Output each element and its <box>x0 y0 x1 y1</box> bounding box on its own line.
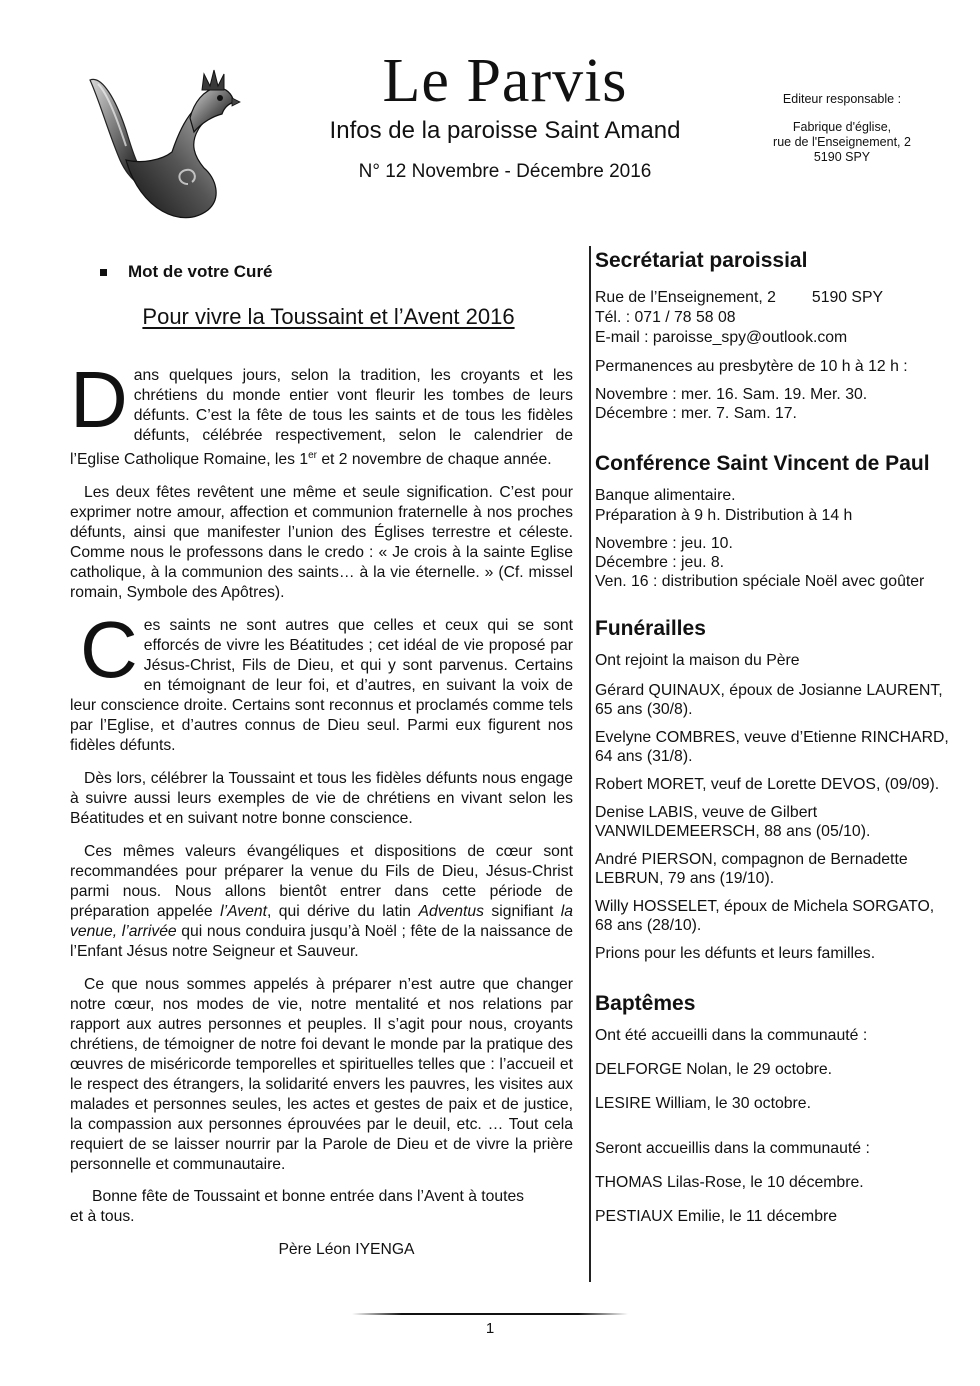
italic-text: Adventus <box>418 903 484 921</box>
article-paragraph: Les deux fêtes revêtent une même et seule signification. C’est pour exprimer notre amour, affection et communion fraternelle à nos proches défunts, ainsi que manifester l’union des Églises terrestre et céleste. Comme nous le professons dans le credo : « Je crois à la sainte Eglise catholique, à la communion des saints… à la vie éternelle. » (Cf. missel romain, Symbole des Apôtres). <box>70 484 573 602</box>
section-intro: Seront accueillis dans la communauté : <box>595 1140 870 1157</box>
info-line: Banque alimentaire. <box>595 487 736 504</box>
editor-info <box>752 92 932 165</box>
list-item: Robert MORET, veuf de Lorette DEVOS, (09/09). <box>595 776 940 793</box>
section-intro: Ont été accueilli dans la communauté : <box>595 1027 868 1044</box>
closing-line: Bonne fête de Toussaint et bonne entrée dans l’Avent à toutes <box>92 1188 525 1206</box>
paragraph-text: signifiant <box>483 903 561 921</box>
signature: Père Léon IYENGA <box>278 1241 415 1259</box>
schedule-november: Novembre : jeu. 10. <box>595 535 733 552</box>
drop-cap: D <box>70 355 128 444</box>
footer-rule <box>352 1313 628 1315</box>
column-divider <box>589 246 591 1282</box>
superscript: er <box>308 450 317 461</box>
rooster-logo <box>82 60 242 230</box>
section-intro: Ont rejoint la maison du Père <box>595 652 800 669</box>
article-paragraph: Dès lors, célébrer la Toussaint et tous les fidèles défunts nous engage à suivre aussi leurs exemples de vie de chrétiens en vivant selon les Béatitudes et en suivant notre bonne conscience. <box>70 770 573 828</box>
newsletter-title: Le Parvis <box>382 47 628 115</box>
info-column <box>595 248 950 1226</box>
opening-hours: Permanences au presbytère de 10 h à 12 h : <box>595 358 908 375</box>
section-heading: Baptêmes <box>595 992 696 1015</box>
paragraph-text: et 2 novembre de chaque année. <box>316 451 552 469</box>
rooster-icon <box>82 60 242 230</box>
list-item: Evelyne COMBRES, veuve d’Etienne RINCHARD, 64 ans (31/8). <box>595 729 949 765</box>
italic-text: l’Avent <box>220 903 267 921</box>
editor-label: Editeur responsable : <box>782 92 902 106</box>
secretariat-section <box>595 248 950 423</box>
issue-number: N° 12 Novembre - Décembre 2016 <box>358 161 652 182</box>
section-label <box>100 262 573 282</box>
editor-line: rue de l'Enseignement, 2 <box>773 135 911 149</box>
schedule-december: Décembre : mer. 7. Sam. 17. <box>595 405 797 422</box>
special-distribution: Ven. 16 : distribution spéciale Noël avec goûter <box>595 573 925 590</box>
article-paragraph <box>70 842 573 962</box>
funerailles-section <box>595 616 950 963</box>
conference-section <box>595 451 950 591</box>
page-number: 1 <box>485 1320 495 1337</box>
paragraph-text: , qui dérive du latin <box>266 903 419 921</box>
newsletter-subtitle: Infos de la paroisse Saint Amand <box>329 117 681 144</box>
schedule-december: Décembre : jeu. 8. <box>595 554 725 571</box>
schedule-november: Novembre : mer. 16. Sam. 19. Mer. 30. <box>595 386 868 403</box>
editor-line: 5190 SPY <box>813 150 871 164</box>
paragraph-text: qui nous conduira jusqu’à Noël ; fête de la naissance de l’Enfant Jésus notre Seigneur et Sauveur. <box>70 923 573 961</box>
list-item: Willy HOSSELET, époux de Michela SORGATO, 68 ans (28/10). <box>595 898 935 934</box>
list-item: Denise LABIS, veuve de Gilbert VANWILDEMEERSCH, 88 ans (05/10). <box>595 804 871 840</box>
address-street: Rue de l’Enseignement, 2 <box>595 289 776 306</box>
baptemes-section <box>595 991 950 1226</box>
phone-number: Tél. : 071 / 78 58 08 <box>595 309 736 326</box>
section-closing: Prions pour les défunts et leurs familles. <box>595 945 876 962</box>
section-label-text: Mot de votre Curé <box>128 262 273 281</box>
editor-line: Fabrique d'église, <box>792 120 892 134</box>
list-item: THOMAS Lilas-Rose, le 10 décembre. <box>595 1174 864 1191</box>
article-paragraph <box>70 605 573 756</box>
address-line <box>595 288 950 307</box>
article-paragraph <box>70 355 573 470</box>
info-line: Préparation à 9 h. Distribution à 14 h <box>595 507 853 524</box>
paragraph-text: es saints ne sont autres que celles et ceux qui se sont efforcés de vivre les Béatitudes ; cet idéal de vie proposé par Jésus-Christ, Fils de Dieu, et qui y sont parvenus. Certains en témoignant de leur foi, et d’autres, en suivant la voix de leur conscience droite. Certains sont reconnus et proclamés comme tels par l’Eglise, et d’autres connus de Dieu seul. Parmi eux figurent nos fidèles défunts. <box>70 617 573 755</box>
list-item: André PIERSON, compagnon de Bernadette LEBRUN, 79 ans (19/10). <box>595 851 908 887</box>
section-heading: Funérailles <box>595 617 706 640</box>
drop-cap: C <box>80 605 138 695</box>
section-heading: Secrétariat paroissial <box>595 249 808 272</box>
paragraph-text: Ces mêmes valeurs évangéliques et dispositions de cœur sont recommandées pour préparer la venue du Fils de Dieu, Jésus-Christ parmi nous. Nous allons bientôt entrer dans cette période de préparation appelée <box>70 843 573 921</box>
article-title <box>84 304 573 330</box>
section-heading: Conférence Saint Vincent de Paul <box>595 452 930 475</box>
closing-wish <box>70 1187 573 1227</box>
list-item: PESTIAUX Emilie, le 11 décembre <box>595 1208 838 1225</box>
list-item: Gérard QUINAUX, époux de Josianne LAURENT, 65 ans (30/8). <box>595 682 943 718</box>
italic-text: la venue, l’arrivée <box>70 903 573 941</box>
masthead <box>270 48 740 184</box>
list-item: DELFORGE Nolan, le 29 octobre. <box>595 1061 833 1078</box>
address-city: 5190 SPY <box>811 289 884 306</box>
list-item: LESIRE William, le 30 octobre. <box>595 1095 811 1112</box>
article-paragraph: Ce que nous sommes appelés à préparer n’est autre que changer notre cœur, nos modes de vie, notre mentalité et nos relations par rapport aux autres personnes et peuples. Il s’agit pour nous, croyants chrétiens, de témoigner de notre foi devant le monde par la pratique des œuvres de miséricorde temporelles et spirituelles telles que : l’accueil et le respect des étrangers, la solidarité envers les pauvres, les visites aux malades et personnes seules, les actes et gestes de paix et de justice, la compassion aux personnes éprouvées par le deuil, etc. … Tout cela requiert de se laisser nourrir par la Parole de Dieu et de vivre la prière personnelle et communautaire. <box>70 976 573 1174</box>
article-column <box>70 262 573 1259</box>
article-title-text: Pour vivre la Toussaint et l’Avent 2016 <box>142 304 515 329</box>
paragraph-text: ans quelques jours, selon la tradition, les croyants et les chrétiens du monde entier vont fleurir les tombes de leurs défunts. C’est la fête de tous les saints et de tous les fidèles défunts, célébrée respectivement, selon le calendrier de l’Eglise Catholique Romaine, les 1 <box>70 367 573 469</box>
closing-line: et à tous. <box>70 1208 135 1226</box>
email-address: E-mail : paroisse_spy@outlook.com <box>595 329 848 346</box>
square-bullet-icon <box>100 269 107 276</box>
